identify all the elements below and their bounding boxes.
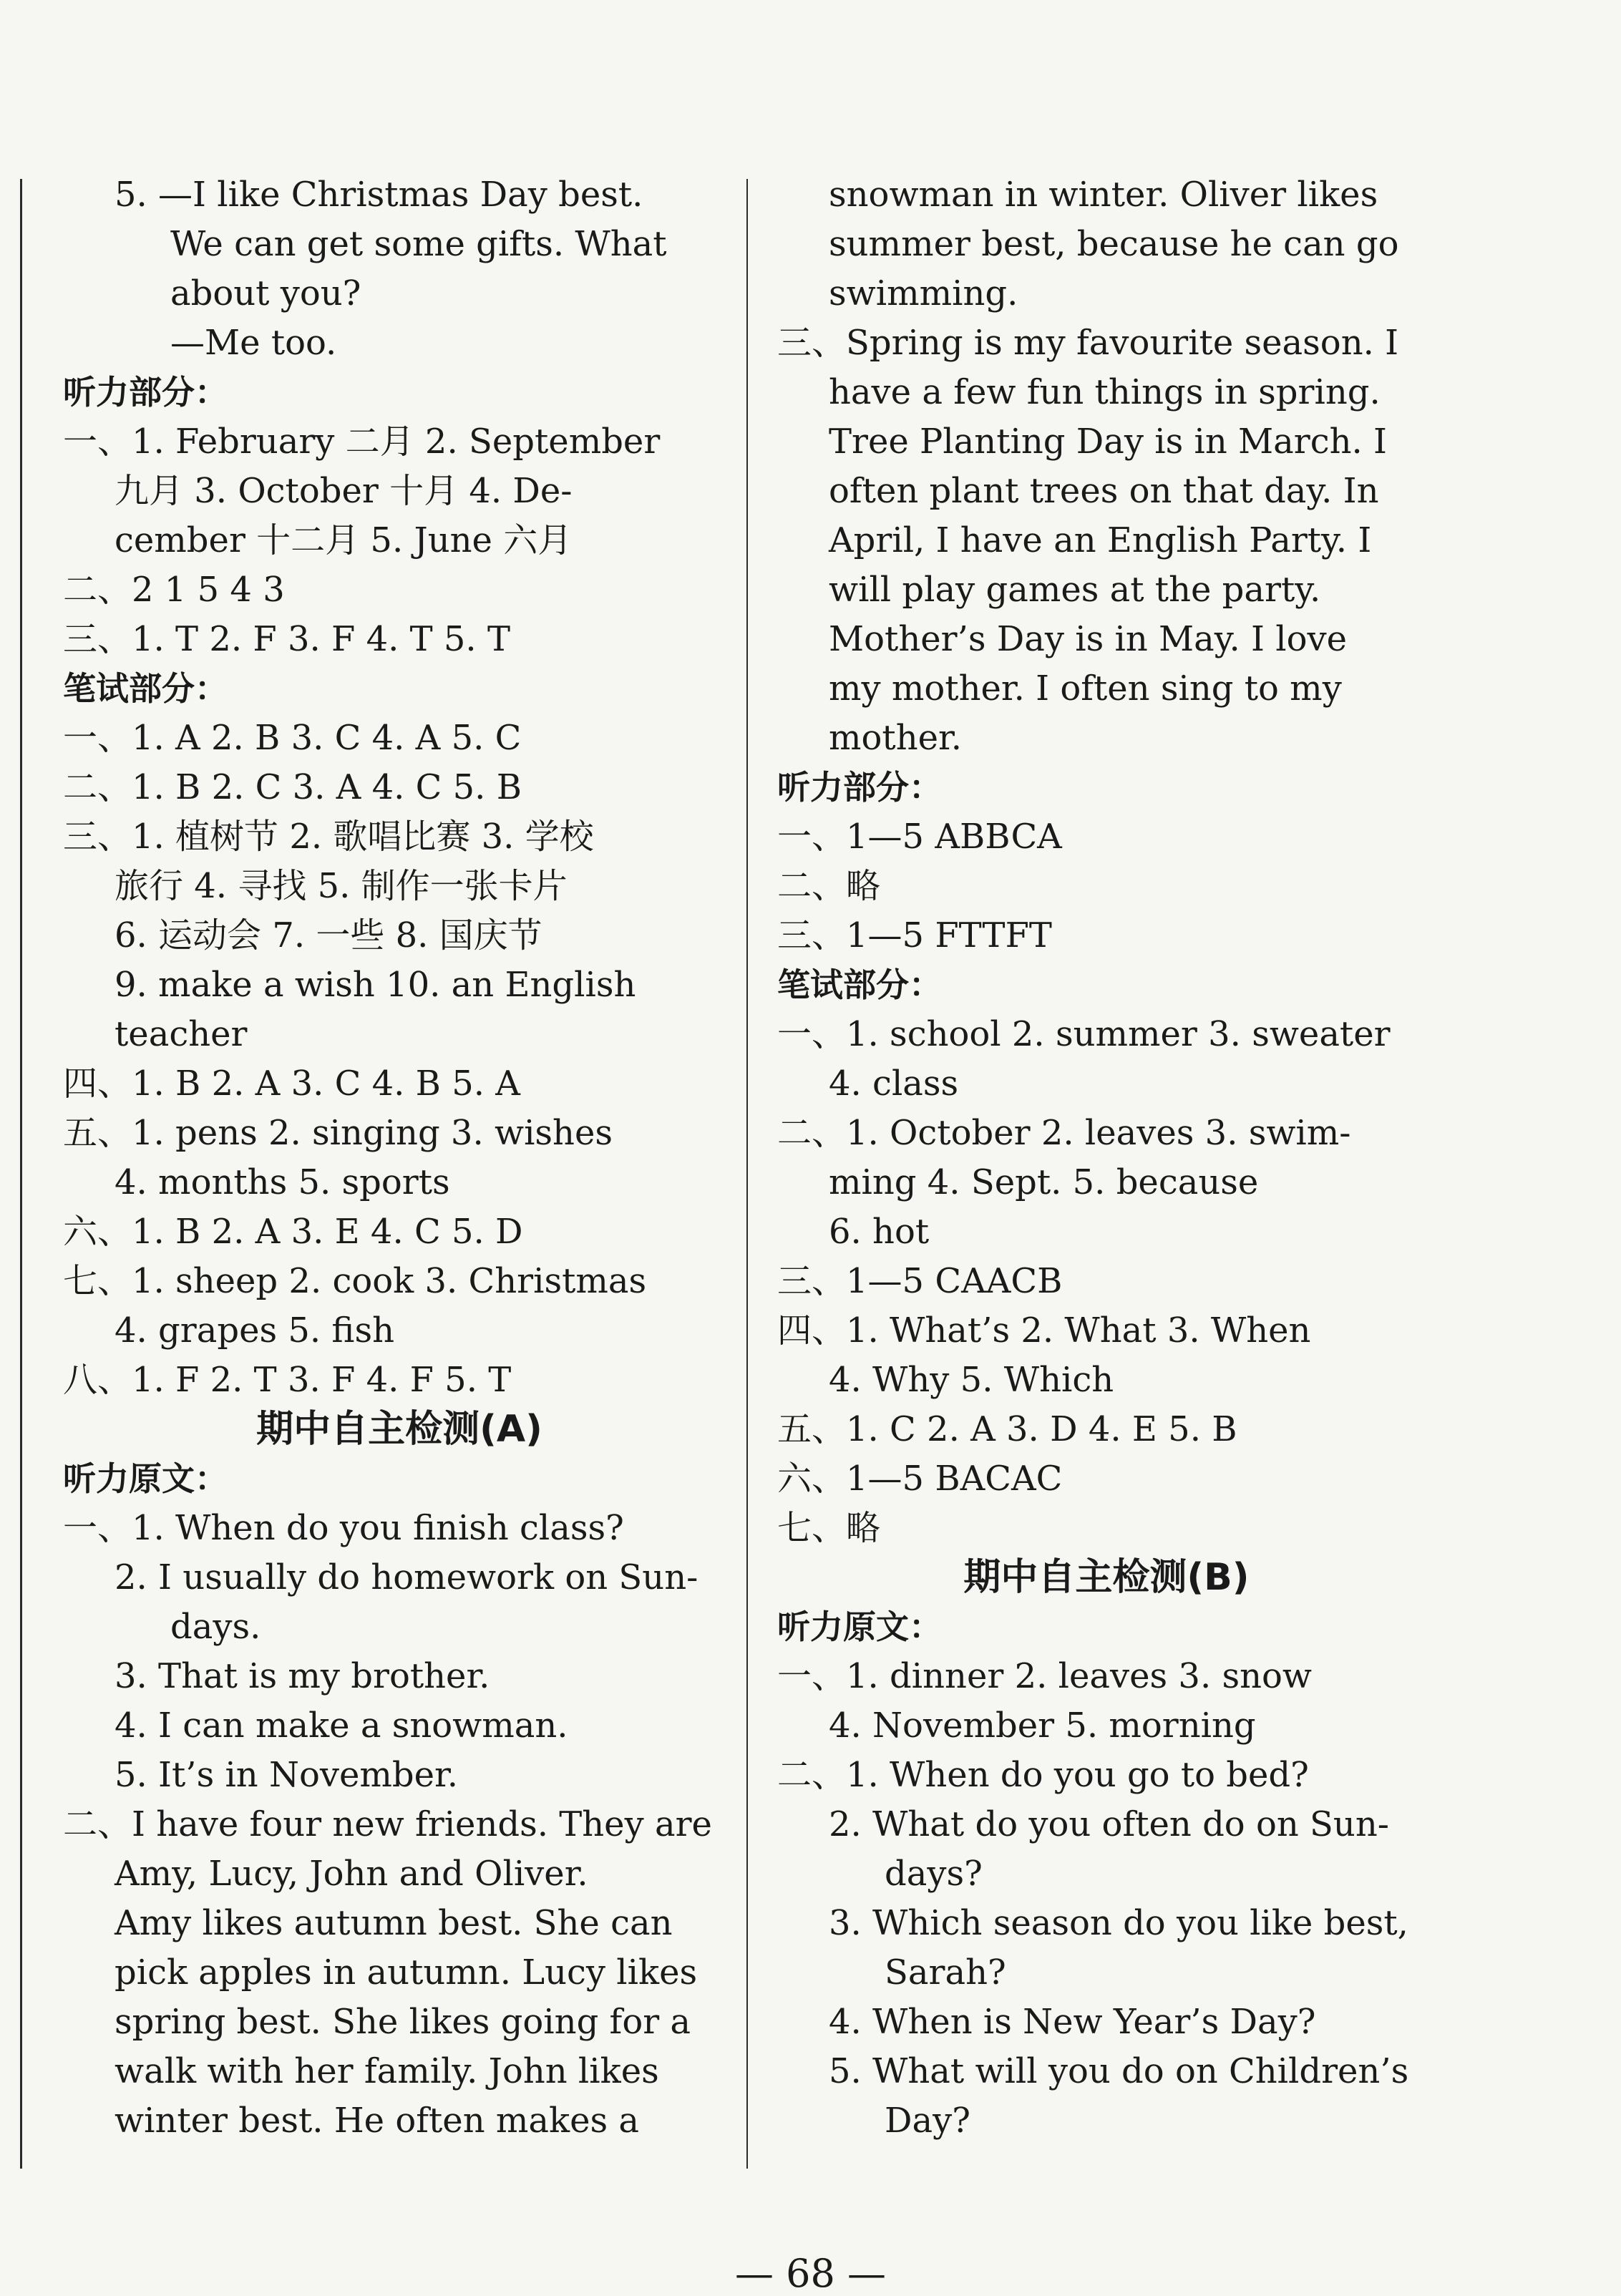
text-line: 九月 3. October 十月 4. De-: [115, 471, 573, 511]
text-line: have a few fun things in spring.: [829, 372, 1381, 412]
text-line: 三、1. 植树节 2. 歌唱比赛 3. 学校: [63, 817, 594, 857]
text-line: 六、1—5 BACAC: [777, 1459, 1063, 1499]
text-line: 一、1. February 二月 2. September: [63, 422, 661, 462]
section-heading: 听力原文：: [777, 1607, 942, 1646]
text-line: 八、1. F 2. T 3. F 4. F 5. T: [63, 1360, 512, 1400]
text-line: April, I have an English Party. I: [829, 520, 1372, 560]
right-column: [777, 170, 1436, 2146]
text-line: 二、I have four new friends. They are: [63, 1804, 712, 1844]
text-line: 二、1. When do you go to bed?: [777, 1755, 1309, 1795]
text-line: Mother’s Day is in May. I love: [829, 619, 1348, 659]
text-line: 二、略: [777, 866, 881, 906]
section-heading: 听力部分：: [63, 373, 228, 412]
text-line: 五、1. pens 2. singing 3. wishes: [63, 1113, 613, 1153]
text-line: winter best. He often makes a: [115, 2101, 640, 2141]
left-column: [63, 170, 736, 2146]
text-line: 一、1. When do you finish class?: [63, 1508, 624, 1548]
text-line: mother.: [829, 718, 962, 758]
text-line: We can get some gifts. What: [170, 224, 667, 264]
text-line: 三、1—5 CAACB: [777, 1261, 1063, 1301]
text-line: 9. make a wish 10. an English: [115, 965, 636, 1005]
text-line: Day?: [885, 2101, 970, 2141]
text-line: about you?: [170, 273, 361, 313]
text-line: 6. 运动会 7. 一些 8. 国庆节: [115, 915, 542, 955]
text-line: snowman in winter. Oliver likes: [829, 175, 1378, 215]
text-line: cember 十二月 5. June 六月: [115, 520, 573, 560]
text-line: 二、1. B 2. C 3. A 4. C 5. B: [63, 767, 522, 807]
text-line: 4. I can make a snowman.: [115, 1706, 568, 1746]
text-line: 4. months 5. sports: [115, 1162, 450, 1202]
text-line: 2. I usually do homework on Sun-: [115, 1557, 698, 1597]
text-line: —Me too.: [170, 323, 337, 363]
text-line: 三、1—5 FTTFT: [777, 915, 1052, 955]
text-line: 一、1. A 2. B 3. C 4. A 5. C: [63, 718, 522, 758]
text-line: 五、1. C 2. A 3. D 4. E 5. B: [777, 1409, 1237, 1449]
section-title: 期中自主检测(A): [256, 1408, 542, 1451]
text-line: 5. It’s in November.: [115, 1755, 458, 1795]
text-line: Tree Planting Day is in March. I: [829, 422, 1387, 462]
text-line: Amy likes autumn best. She can: [115, 1903, 673, 1943]
left-margin-rule: [20, 179, 22, 2169]
text-line: Sarah?: [885, 1952, 1006, 1993]
section-heading: 笔试部分：: [63, 669, 228, 708]
text-line: 3. Which season do you like best,: [829, 1903, 1408, 1943]
column-divider: [746, 179, 748, 2169]
text-line: 七、略: [777, 1508, 881, 1548]
text-line: 5. —I like Christmas Day best.: [115, 175, 643, 215]
section-title: 期中自主检测(B): [963, 1556, 1250, 1599]
text-line: teacher: [115, 1014, 248, 1054]
text-line: ming 4. Sept. 5. because: [829, 1162, 1259, 1202]
text-line: often plant trees on that day. In: [829, 471, 1379, 511]
text-line: 4. When is New Year’s Day?: [829, 2002, 1316, 2042]
text-line: 6. hot: [829, 1212, 930, 1252]
text-line: 六、1. B 2. A 3. E 4. C 5. D: [63, 1212, 523, 1252]
text-line: 一、1. school 2. summer 3. sweater: [777, 1014, 1391, 1054]
text-line: 2. What do you often do on Sun-: [829, 1804, 1389, 1844]
text-line: 一、1—5 ABBCA: [777, 817, 1062, 857]
text-line: spring best. She likes going for a: [115, 2002, 691, 2042]
text-line: 4. November 5. morning: [829, 1706, 1256, 1746]
page-number: — 68 —: [734, 2251, 887, 2296]
text-line: 三、Spring is my favourite season. I: [777, 323, 1399, 363]
text-line: 四、1. B 2. A 3. C 4. B 5. A: [63, 1064, 520, 1104]
text-line: 4. class: [829, 1064, 959, 1104]
text-line: pick apples in autumn. Lucy likes: [115, 1952, 698, 1993]
text-line: 4. grapes 5. fish: [115, 1310, 394, 1351]
text-line: days.: [170, 1607, 261, 1647]
text-line: Amy, Lucy, John and Oliver.: [115, 1854, 588, 1894]
text-line: my mother. I often sing to my: [829, 668, 1342, 709]
text-line: summer best, because he can go: [829, 224, 1399, 264]
text-line: 4. Why 5. Which: [829, 1360, 1114, 1400]
section-heading: 笔试部分：: [777, 965, 942, 1004]
section-heading: 听力原文：: [63, 1459, 228, 1498]
section-heading: 听力部分：: [777, 768, 942, 807]
text-line: 七、1. sheep 2. cook 3. Christmas: [63, 1261, 647, 1301]
text-line: 旅行 4. 寻找 5. 制作一张卡片: [115, 866, 568, 906]
text-line: days?: [885, 1854, 983, 1894]
text-line: will play games at the party.: [829, 570, 1321, 610]
text-line: 3. That is my brother.: [115, 1656, 490, 1696]
text-line: 四、1. What’s 2. What 3. When: [777, 1310, 1311, 1351]
text-line: 三、1. T 2. F 3. F 4. T 5. T: [63, 619, 510, 659]
text-line: swimming.: [829, 273, 1018, 313]
text-line: 二、2 1 5 4 3: [63, 570, 285, 610]
text-line: walk with her family. John likes: [115, 2051, 659, 2091]
text-line: 二、1. October 2. leaves 3. swim-: [777, 1113, 1351, 1153]
text-line: 一、1. dinner 2. leaves 3. snow: [777, 1656, 1313, 1696]
text-line: 5. What will you do on Children’s: [829, 2051, 1409, 2091]
